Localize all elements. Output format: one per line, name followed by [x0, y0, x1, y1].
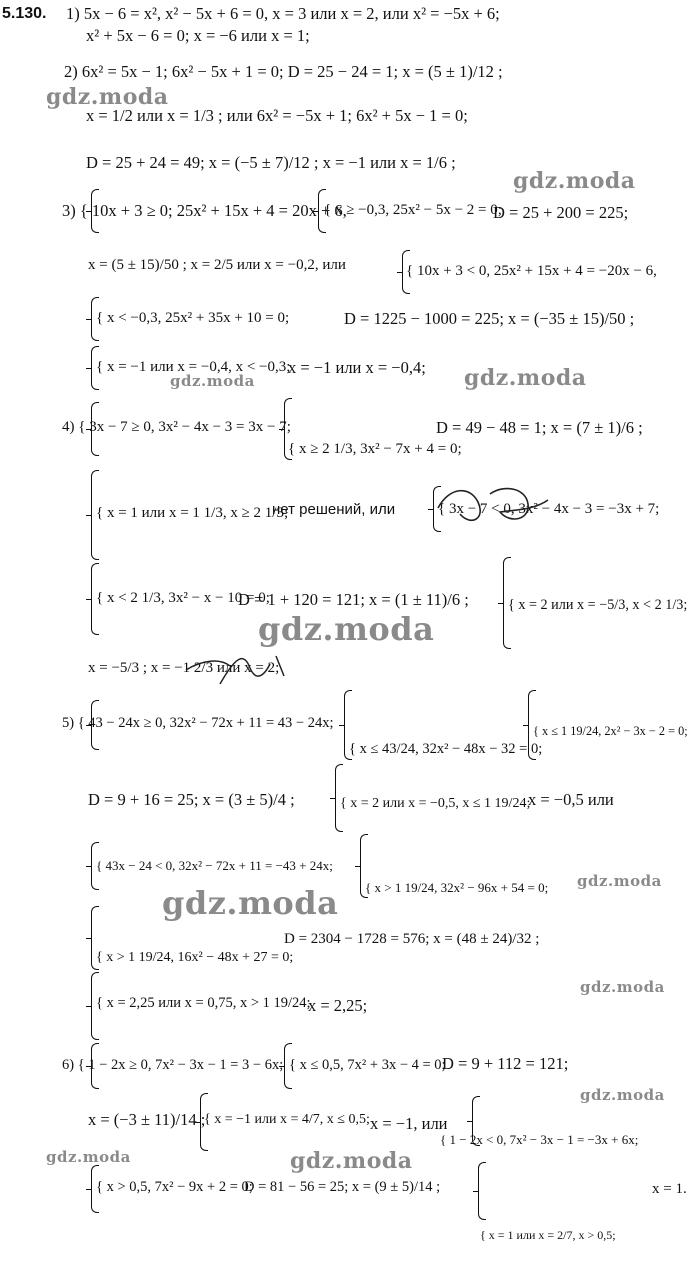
watermark: gdz.moda: [513, 168, 636, 194]
solution-line: x = −5/3 ; x = −1 2/3 или x = 2;: [88, 660, 280, 676]
solution-line: 1) 5x − 6 = x², x² − 5x + 6 = 0, x = 3 или x = 2, или x² = −5x + 6;: [66, 4, 500, 23]
solution-line: { x = 2 или x = −0,5, x ≤ 1 19/24;: [340, 796, 531, 811]
solution-line: { x < 2 1/3, 3x² − x − 10 = 0;: [96, 590, 270, 606]
solution-line: D = 81 − 56 = 25; x = (9 ± 5)/14 ;: [244, 1179, 441, 1195]
solution-line: D = 49 − 48 = 1; x = (7 ± 1)/6 ;: [436, 418, 643, 437]
solution-line: { x = 1 или x = 1 1/3, x ≥ 2 1/3;: [96, 505, 289, 521]
solution-line: D = 25 + 24 = 49; x = (−5 ± 7)/12 ; x = −1 или x = 1/6 ;: [86, 153, 456, 172]
watermark: gdz.moda: [464, 365, 587, 391]
solution-line: { x > 1 19/24, 16x² − 48x + 27 = 0;: [96, 950, 294, 965]
solution-line: x = −1, или: [370, 1114, 448, 1133]
solution-line: { x ≥ −0,3, 25x² − 5x − 2 = 0;: [324, 202, 502, 218]
solution-line: D = 1225 − 1000 = 225; x = (−35 ± 15)/50 ;: [344, 309, 635, 328]
watermark: gdz.moda: [162, 884, 339, 922]
solution-line: { x = 2 или x = −5/3, x < 2 1/3;: [508, 597, 688, 613]
problem-number: 5.130.: [2, 5, 47, 22]
solution-line: 6) { 1 − 2x ≥ 0, 7x² − 3x − 1 = 3 − 6x;: [62, 1057, 284, 1073]
watermark: gdz.moda: [170, 372, 255, 390]
solution-line: { x ≤ 0,5, 7x² + 3x − 4 = 0;: [289, 1057, 446, 1073]
solution-line: D = 9 + 16 = 25; x = (3 ± 5)/4 ;: [88, 790, 295, 809]
watermark: gdz.moda: [580, 978, 665, 996]
solution-line: x = 1.: [652, 1181, 687, 1197]
watermark: gdz.moda: [580, 1086, 665, 1104]
solution-line: x = −0,5 или: [528, 790, 614, 809]
solution-line: нет решений, или: [272, 501, 396, 518]
solution-line: 4) { 3x − 7 ≥ 0, 3x² − 4x − 3 = 3x − 7;: [62, 419, 291, 435]
solution-line: 5) { 43 − 24x ≥ 0, 32x² − 72x + 11 = 43 − 24x;: [62, 715, 334, 731]
solution-line: x = 1/2 или x = 1/3 ; или 6x² = −5x + 1; 6x² + 5x − 1 = 0;: [86, 106, 468, 125]
solution-line: { x ≥ 2 1/3, 3x² − 7x + 4 = 0;: [288, 441, 462, 457]
solution-line: x = −1 или x = −0,4;: [288, 358, 426, 377]
watermark: gdz.moda: [46, 1148, 131, 1166]
watermark: gdz.moda: [577, 872, 662, 890]
solution-line: D = 9 + 112 = 121;: [442, 1054, 569, 1073]
solution-line: { x > 1 19/24, 32x² − 96x + 54 = 0;: [365, 880, 549, 895]
solution-line: 2) 6x² = 5x − 1; 6x² − 5x + 1 = 0; D = 25 − 24 = 1; x = (5 ± 1)/12 ;: [64, 62, 503, 81]
solution-line: D = 25 + 200 = 225;: [493, 203, 629, 222]
solution-line: D = 2304 − 1728 = 576; x = (48 ± 24)/32 ;: [284, 931, 540, 947]
solution-line: { 43x − 24 < 0, 32x² − 72x + 11 = −43 + 24x;: [96, 858, 333, 873]
solution-line: { 10x + 3 < 0, 25x² + 15x + 4 = −20x − 6,: [406, 263, 657, 279]
solution-line: { x ≤ 1 19/24, 2x² − 3x − 2 = 0;: [533, 724, 688, 738]
watermark: gdz.moda: [46, 84, 169, 110]
solution-line: { 1 − 2x < 0, 7x² − 3x − 1 = −3x + 6x;: [440, 1132, 639, 1147]
solution-line: { x = −1 или x = −0,4, x < −0,3;: [96, 359, 291, 375]
system-brace: [478, 1162, 486, 1220]
watermark: gdz.moda: [290, 1148, 413, 1174]
solution-line: D = 1 + 120 = 121; x = (1 ± 11)/6 ;: [238, 590, 469, 609]
solution-line: 3) { 10x + 3 ≥ 0; 25x² + 15x + 4 = 20x + 6,: [62, 201, 347, 220]
solution-line: { x > 0,5, 7x² − 9x + 2 = 0;: [96, 1179, 253, 1195]
pen-scribble: [430, 480, 560, 530]
solution-line: x = (−3 ± 11)/14 ;: [88, 1110, 206, 1129]
solution-line: { x = −1 или x = 4/7, x ≤ 0,5;: [204, 1112, 370, 1127]
solution-line: { 3x − 7 < 0, 3x² − 4x − 3 = −3x + 7;: [438, 501, 660, 517]
solution-line: { x = 1 или x = 2/7, x > 0,5;: [480, 1228, 616, 1242]
solution-line: { x ≤ 43/24, 32x² − 48x − 32 = 0;: [349, 741, 543, 757]
solution-line: x² + 5x − 6 = 0; x = −6 или x = 1;: [86, 26, 310, 45]
solution-line: x = 2,25;: [308, 996, 368, 1015]
solution-line: x = (5 ± 15)/50 ; x = 2/5 или x = −0,2, или: [88, 257, 346, 273]
solution-line: { x < −0,3, 25x² + 35x + 10 = 0;: [96, 310, 290, 326]
solution-line: { x = 2,25 или x = 0,75, x > 1 19/24;: [96, 995, 311, 1011]
watermark: gdz.moda: [258, 610, 435, 648]
pen-scribble: [180, 646, 300, 690]
